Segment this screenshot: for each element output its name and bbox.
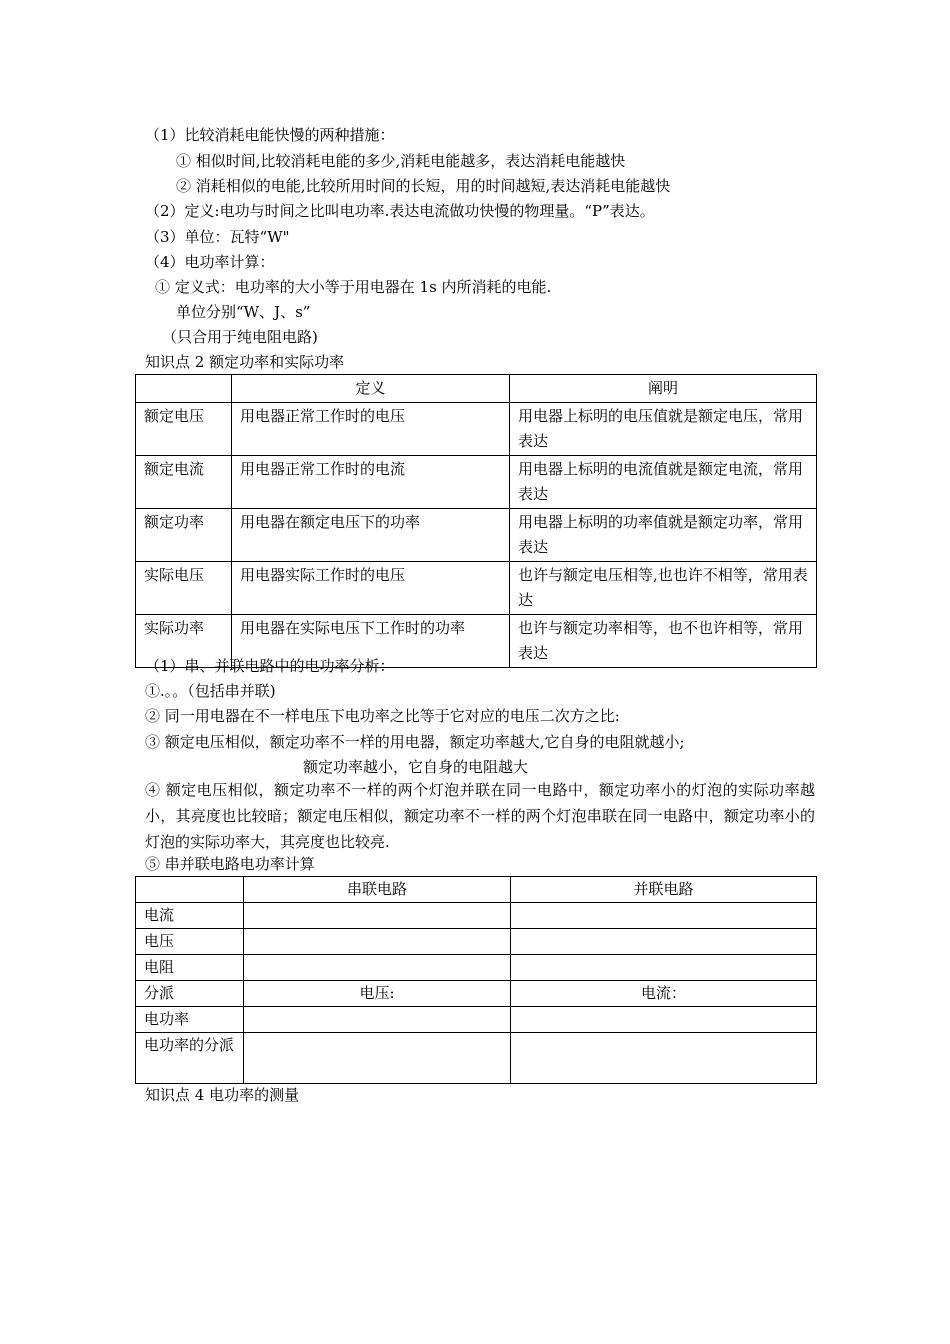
table-cell: 用电器在实际电压下工作时的功率 (232, 615, 510, 668)
table-cell (511, 955, 817, 981)
table-row (136, 981, 817, 1007)
table-row (136, 1007, 817, 1033)
unit-line: （3）单位：瓦特“W" (145, 228, 290, 246)
table-cell (511, 1033, 817, 1084)
table-row (136, 903, 817, 929)
header-cell: 定义 (232, 375, 510, 403)
table-row (136, 1033, 817, 1084)
measures-heading: （1）比较消耗电能快慢的两种措施： (145, 126, 395, 144)
definition-line: （2）定义:电功与时间之比叫电功率.表达电流做功快慢的物理量。“P”表达。 (145, 202, 655, 220)
rated-actual-table (135, 374, 817, 668)
table-row (136, 929, 817, 955)
analysis-item-3-cont: 额定功率越小，它自身的电阻越大 (303, 758, 529, 776)
analysis-item-5: ⑤ 串并联电路电功率计算 (145, 855, 315, 873)
resistive-note: （只合用于纯电阻电路) (162, 328, 318, 346)
formula-definition: ① 定义式：电功率的大小等于用电器在 1s 内所消耗的电能. (155, 278, 552, 296)
table-cell (244, 903, 511, 929)
analysis-heading: （1）串、并联电路中的电功率分析： (145, 657, 395, 675)
table-cell: 用电器上标明的电流值就是额定电流，常用表达 (510, 456, 817, 509)
table-row (136, 403, 817, 456)
table-row (136, 456, 817, 509)
table-cell (244, 929, 511, 955)
row-label: 电功率的分派 (136, 1033, 244, 1084)
measure-1: ① 相似时间,比较消耗电能的多少,消耗电能越多，表达消耗电能越快 (176, 152, 626, 170)
row-label: 电压 (136, 929, 244, 955)
row-label: 电阻 (136, 955, 244, 981)
table-cell (244, 1033, 511, 1084)
calc-heading: （4）电功率计算： (145, 253, 275, 271)
analysis-item-1: ①.。。（包括串并联) (145, 682, 276, 700)
analysis-item-2: ② 同一用电器在不一样电压下电功率之比等于它对应的电压二次方之比: (145, 707, 620, 725)
analysis-item-3: ③ 额定电压相似，额定功率不一样的用电器，额定功率越大,它自身的电阻就越小; (145, 733, 685, 751)
table-cell: 用电器在额定电压下的功率 (232, 509, 510, 562)
table-cell: 额定电压 (136, 403, 232, 456)
table-cell: 电压: (244, 981, 511, 1007)
header-cell: 串联电路 (244, 877, 511, 903)
table-cell: 用电器正常工作时的电压 (232, 403, 510, 456)
section-heading-4: 知识点 4 电功率的测量 (145, 1086, 300, 1104)
table-cell (511, 903, 817, 929)
table-cell (511, 929, 817, 955)
table-cell: 用电器上标明的功率值就是额定功率，常用表达 (510, 509, 817, 562)
section-heading-2: 知识点 2 额定功率和实际功率 (145, 353, 345, 371)
table-cell: 电流： (511, 981, 817, 1007)
unit-note: 单位分别“W、J、s” (176, 303, 311, 321)
header-cell: 阐明 (510, 375, 817, 403)
table-cell (244, 955, 511, 981)
header-cell (136, 877, 244, 903)
header-cell: 并联电路 (511, 877, 817, 903)
table-cell: 用电器实际工作时的电压 (232, 562, 510, 615)
table-cell (511, 1007, 817, 1033)
header-cell (136, 375, 232, 403)
row-label: 电流 (136, 903, 244, 929)
row-label: 电功率 (136, 1007, 244, 1033)
analysis-item-4: ④ 额定电压相似，额定功率不一样的两个灯泡并联在同一电路中，额定功率小的灯泡的实际功率越小，其亮度也比较暗；额定电压相似，额定功率不一样的两个灯泡串联在同一电路中，额定功率小的灯泡的实际功率大，其亮度也比较亮. (145, 781, 815, 851)
table-row (136, 562, 817, 615)
table-cell: 用电器正常工作时的电流 (232, 456, 510, 509)
table-cell (244, 1007, 511, 1033)
table-header-row (136, 375, 817, 403)
table-cell: 实际功率 (136, 615, 232, 668)
table-row (136, 955, 817, 981)
table-cell: 也许与额定功率相等，也不也许相等，常用表达 (510, 615, 817, 668)
table-cell: 也许与额定电压相等,也也许不相等，常用表达 (510, 562, 817, 615)
table-row (136, 509, 817, 562)
circuit-power-table (135, 876, 817, 1084)
table-cell: 额定电流 (136, 456, 232, 509)
measure-2: ② 消耗相似的电能,比较所用时间的长短，用的时间越短,表达消耗电能越快 (176, 177, 671, 195)
table-cell: 额定功率 (136, 509, 232, 562)
table-cell: 用电器上标明的电压值就是额定电压，常用表达 (510, 403, 817, 456)
table-header-row (136, 877, 817, 903)
row-label: 分派 (136, 981, 244, 1007)
table-cell: 实际电压 (136, 562, 232, 615)
